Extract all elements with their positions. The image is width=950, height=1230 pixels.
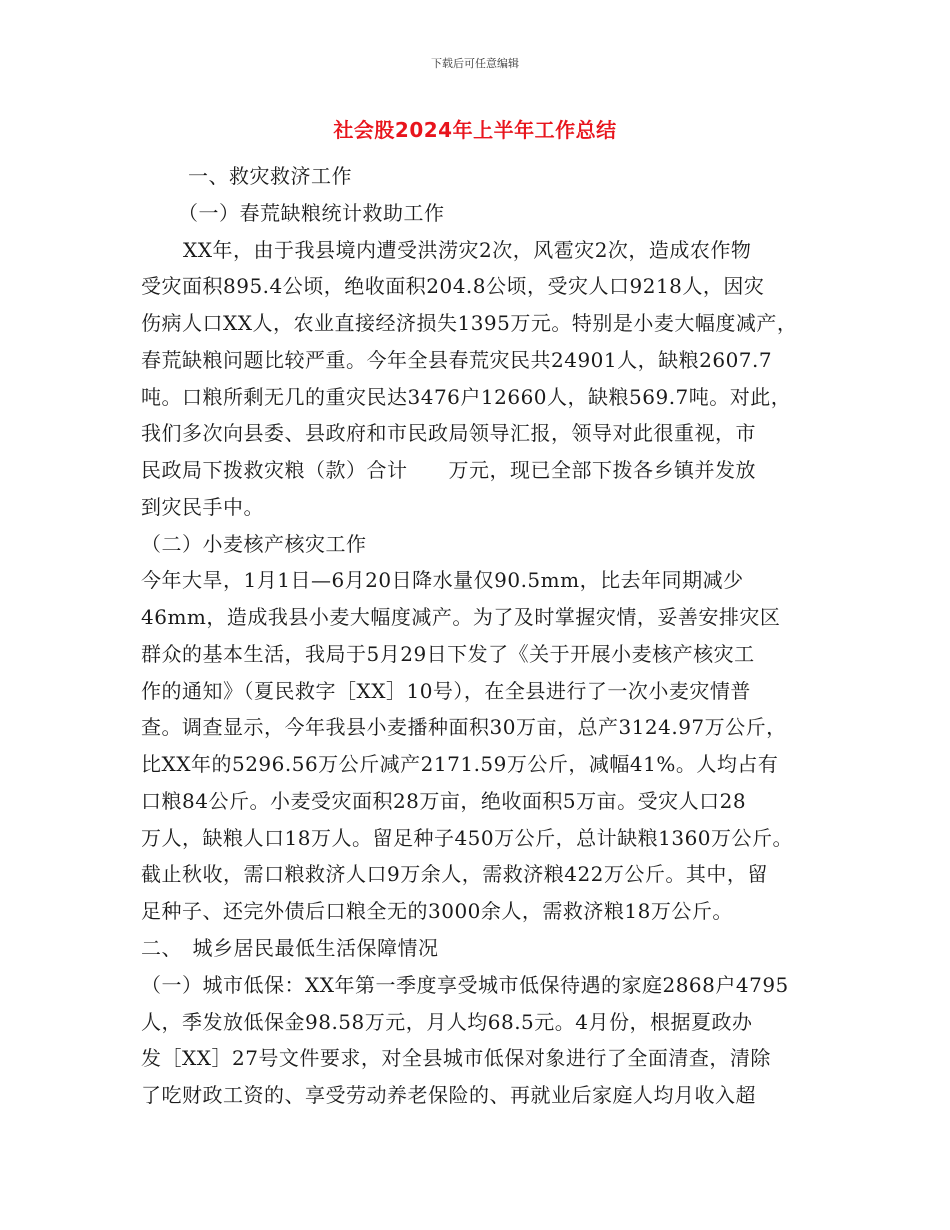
section-heading-2: 二、 城乡居民最低生活保障情况	[141, 936, 439, 960]
paragraph-line: 伤病人口XX人，农业直接经济损失1395万元。特别是小麦大幅度减产，	[141, 311, 798, 335]
paragraph-line: （一）城市低保：XX年第一季度享受城市低保待遇的家庭2868户4795	[141, 973, 789, 997]
paragraph-line: XX年，由于我县境内遭受洪涝灾2次，风雹灾2次，造成农作物	[183, 238, 752, 262]
paragraph-line: 吨。口粮所剩无几的重灾民达3476户12660人，缺粮569.7吨。对此，	[141, 385, 792, 409]
document-title: 社会股2024年上半年工作总结	[333, 118, 617, 142]
paragraph-line: 群众的基本生活，我局于5月29日下发了《关于开展小麦核产核灾工	[141, 642, 755, 666]
paragraph-line: 人，季发放低保金98.58万元，月人均68.5元。4月份，根据夏政办	[141, 1010, 753, 1034]
section-heading-1: 一、救灾救济工作	[188, 164, 352, 188]
paragraph-line: 比XX年的5296.56万公斤减产2171.59万公斤，减幅41%。人均占有	[141, 752, 779, 776]
paragraph-line: 万人，缺粮人口18万人。留足种子450万公斤，总计缺粮1360万公斤。	[141, 826, 794, 850]
subsection-heading-1-2: （二）小麦核产核灾工作	[141, 532, 367, 556]
paragraph-line: 46mm，造成我县小麦大幅度减产。为了及时掌握灾情，妥善安排灾区	[141, 605, 781, 629]
paragraph-line: 作的通知》（夏民救字［XX］10号），在全县进行了一次小麦灾情普	[141, 679, 751, 703]
subsection-heading-1-1: （一）春荒缺粮统计救助工作	[178, 201, 445, 225]
paragraph-line: 受灾面积895.4公顷，绝收面积204.8公顷，受灾人口9218人，因灾	[141, 274, 765, 298]
paragraph-line: 截止秋收，需口粮救济人口9万余人，需救济粮422万公斤。其中，留	[141, 862, 768, 886]
header-note: 下载后可任意编辑	[431, 57, 519, 70]
paragraph-line: 了吃财政工资的、享受劳动养老保险的、再就业后家庭人均月收入超	[141, 1083, 756, 1107]
paragraph-line: 查。调查显示，今年我县小麦播种面积30万亩，总产3124.97万公斤，	[141, 715, 787, 739]
paragraph-line: 发［XX］27号文件要求，对全县城市低保对象进行了全面清查，清除	[141, 1046, 771, 1070]
paragraph-line: 春荒缺粮问题比较严重。今年全县春荒灾民共24901人，缺粮2607.7	[141, 348, 773, 372]
paragraph-line: 我们多次向县委、县政府和市民政局领导汇报，领导对此很重视，市	[141, 421, 756, 445]
paragraph-line: 民政局下拨救灾粮（款）合计 万元，现已全部下拨各乡镇并发放	[141, 458, 756, 482]
paragraph-line: 今年大旱，1月1日—6月20日降水量仅90.5mm，比去年同期减少	[141, 568, 744, 592]
paragraph-line: 到灾民手中。	[141, 495, 264, 519]
paragraph-line: 足种子、还完外债后口粮全无的3000余人，需救济粮18万公斤。	[141, 899, 733, 923]
paragraph-line: 口粮84公斤。小麦受灾面积28万亩，绝收面积5万亩。受灾人口28	[141, 789, 747, 813]
